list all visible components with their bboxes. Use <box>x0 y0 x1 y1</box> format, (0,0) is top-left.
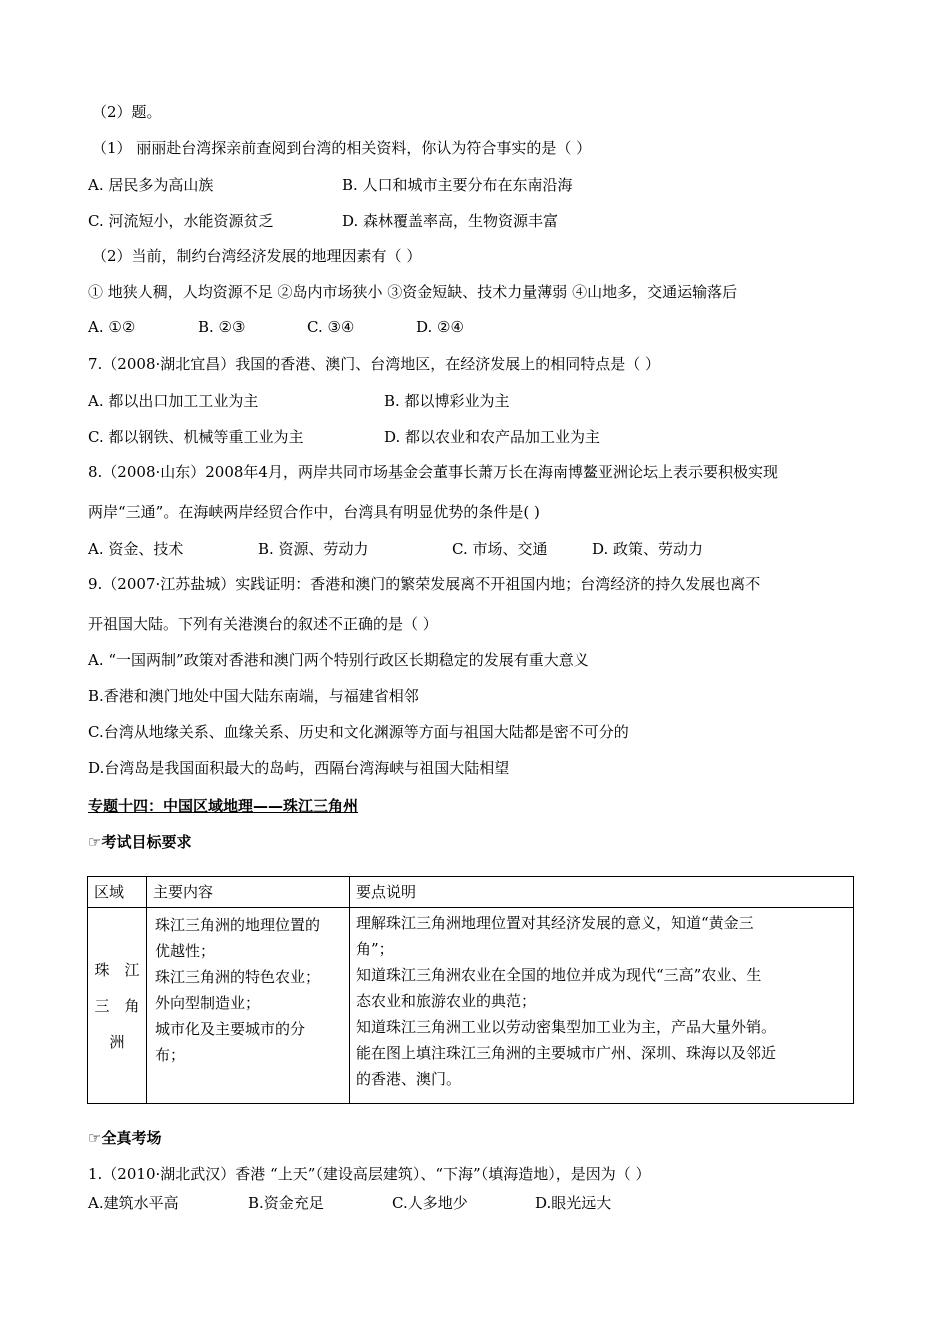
exam-heading: ☞全真考场 <box>88 1129 162 1147</box>
option-b: B. 人口和城市主要分布在东南沿海 <box>342 176 573 194</box>
header-cell: 区域 <box>88 877 147 908</box>
notes-cell: 理解珠江三角洲地理位置对其经济发展的意义，知道“黄金三 角”； 知道珠江三角洲农业在全国的地位并成为现代“三高”农业、生 态农业和旅游农业的典范； 知道珠江三角洲工业以劳动密集型加工业为主，产品大量外销。 能在图上填注珠江三角洲的主要城市广州、深圳、珠海以及邻近 的香港、澳门。 <box>350 908 854 1104</box>
option-a: A. 居民多为高山族 <box>88 176 214 194</box>
table-header-row <box>88 877 854 908</box>
question-7: 7.（2008·湖北宜昌）我国的香港、澳门、台湾地区，在经济发展上的相同特点是（ ） <box>88 355 661 373</box>
option-c: C.台湾从地缘关系、血缘关系、历史和文化渊源等方面与祖国大陆都是密不可分的 <box>88 723 629 741</box>
option-a: A. ①② <box>88 318 136 336</box>
section-title: 专题十四：中国区域地理——珠江三角州 <box>88 797 359 815</box>
option-a: A. 都以出口加工工业为主 <box>88 392 259 410</box>
option-d: D.台湾岛是我国面积最大的岛屿，西隔台湾海峡与祖国大陆相望 <box>88 759 510 777</box>
content-cell: 珠江三角洲的地理位置的 优越性； 珠江三角洲的特色农业； 外向型制造业； 城市化及主要城市的分 布； <box>147 908 350 1104</box>
option-a: A.建筑水平高 <box>88 1194 179 1212</box>
option-d: D. 政策、劳动力 <box>592 540 704 558</box>
option-a: A. 资金、技术 <box>88 540 184 558</box>
option-c: C. ③④ <box>307 318 355 336</box>
text-line: （2）题。 <box>92 103 162 121</box>
question-8: 8.（2008·山东）2008年4月，两岸共同市场基金会董事长萧万长在海南博鳌亚洲论坛上表示要积极实现 <box>88 463 778 481</box>
region-cell: 珠 江 三 角 洲 <box>88 908 147 1104</box>
option-c: C. 都以钢铁、机械等重工业为主 <box>88 428 304 446</box>
option-d: D. 森林覆盖率高，生物资源丰富 <box>342 212 559 230</box>
option-b: B. ②③ <box>198 318 246 336</box>
option-b: B. 都以博彩业为主 <box>384 392 510 410</box>
option-b: B.资金充足 <box>248 1194 324 1212</box>
option-d: D. ②④ <box>416 318 464 336</box>
goals-table <box>87 876 854 1104</box>
question-9-cont: 开祖国大陆。下列有关港澳台的叙述不正确的是（ ） <box>88 615 438 633</box>
option-d: D.眼光远大 <box>535 1194 612 1212</box>
exam-question-1: 1.（2010·湖北武汉）香港 “上天”（建设高层建筑）、“下海”（填海造地），是因为（ ） <box>88 1165 651 1183</box>
table-row <box>88 908 854 1104</box>
option-b: B. 资源、劳动力 <box>258 540 369 558</box>
question-6-1: （1） 丽丽赴台湾探亲前查阅到台湾的相关资料，你认为符合事实的是（ ） <box>92 139 592 157</box>
option-c: C. 河流短小，水能资源贫乏 <box>88 212 274 230</box>
goals-heading: ☞考试目标要求 <box>88 833 192 851</box>
header-cell: 要点说明 <box>350 877 854 908</box>
question-8-cont: 两岸“三通”。在海峡两岸经贸合作中，台湾具有明显优势的条件是( ) <box>88 503 540 521</box>
factor-list: ① 地狭人稠，人均资源不足 ②岛内市场狭小 ③资金短缺、技术力量薄弱 ④山地多，交通运输落后 <box>88 283 738 301</box>
option-d: D. 都以农业和农产品加工业为主 <box>384 428 601 446</box>
header-cell: 主要内容 <box>147 877 350 908</box>
option-b: B.香港和澳门地处中国大陆东南端，与福建省相邻 <box>88 687 419 705</box>
question-9: 9.（2007·江苏盐城）实践证明：香港和澳门的繁荣发展离不开祖国内地；台湾经济的持久发展也离不 <box>88 575 761 593</box>
option-c: C.人多地少 <box>392 1194 468 1212</box>
option-c: C. 市场、交通 <box>452 540 548 558</box>
question-6-2: （2）当前，制约台湾经济发展的地理因素有（ ） <box>92 247 422 265</box>
option-a: A. “一国两制”政策对香港和澳门两个特别行政区长期稳定的发展有重大意义 <box>88 651 589 669</box>
